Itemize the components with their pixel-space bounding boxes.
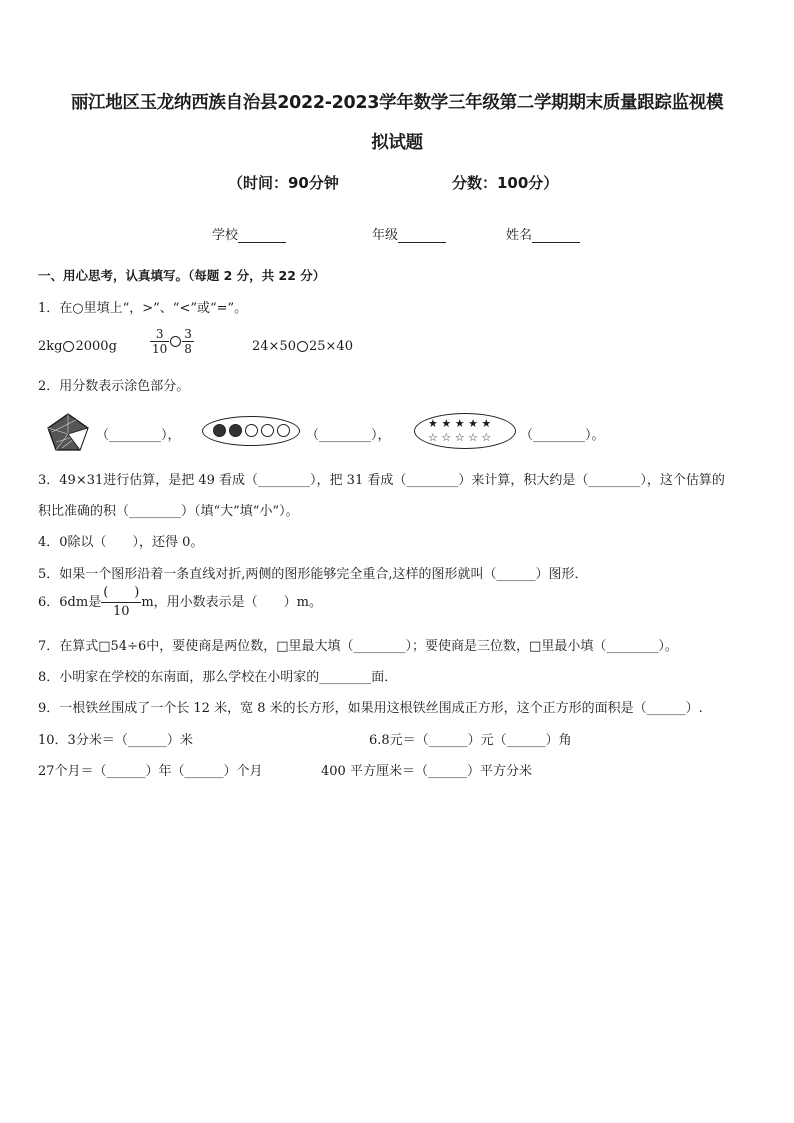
q2-blank-1[interactable]: （________）， <box>96 428 181 443</box>
question-3-line1: 3．49×31进行估算，是把 49 看成（________），把 31 看成（________）来计算，积大约是（________），这个估算的 <box>38 473 725 488</box>
grade-field <box>372 224 446 243</box>
empty-ball-icon <box>261 424 274 437</box>
q1-compare-c <box>252 339 353 354</box>
grade-label: 年级 <box>372 228 399 243</box>
filled-ball-icon <box>213 424 226 437</box>
fraction-numerator[interactable]: ( ) <box>101 584 141 603</box>
fraction-numerator: 3 <box>184 327 192 341</box>
q6-prefix: 6．6dm是 <box>38 595 102 610</box>
question-6 <box>38 584 322 621</box>
exam-title-line1: 丽江地区玉龙纳西族自治县2022-2023学年数学三年级第二学期期末质量跟踪监视模 <box>70 93 724 113</box>
q2-blank-3[interactable]: （________）。 <box>520 428 605 443</box>
fraction-denominator: 10 <box>152 342 168 356</box>
exam-title-line2: 拟试题 <box>371 133 423 153</box>
fraction-3-10 <box>150 327 169 356</box>
exam-score: 分数：100分） <box>452 174 559 192</box>
shaded-pentagon-icon <box>46 412 90 452</box>
question-9: 9．一根铁丝围成了一个长 12 米，宽 8 米的长方形，如果用这根铁丝围成正方形，这个正方形的面积是（______）. <box>38 701 703 716</box>
question-10a: 10．3分米＝（______）米 <box>38 733 193 748</box>
grade-blank[interactable] <box>398 228 446 243</box>
question-5: 5．如果一个图形沿着一条直线对折,两侧的图形能够完全重合,这样的图形就叫（______）图形． <box>38 567 588 582</box>
star-outline-icon: ☆ ☆ ☆ ☆ ☆ <box>428 431 492 444</box>
exam-time: （时间：90分钟 <box>228 174 339 192</box>
fraction-denominator: 10 <box>113 604 130 619</box>
name-label: 姓名 <box>506 228 533 243</box>
school-blank[interactable] <box>238 228 286 243</box>
q1-c-right: 25×40 <box>308 339 353 354</box>
compare-circle-icon[interactable] <box>297 341 308 352</box>
empty-ball-icon <box>245 424 258 437</box>
question-2: 2．用分数表示涂色部分。 <box>38 379 190 394</box>
empty-ball-icon <box>277 424 290 437</box>
q1-compare-a <box>38 339 117 354</box>
question-10d: 400 平方厘米＝（______）平方分米 <box>321 764 532 779</box>
q6-fraction <box>101 584 141 621</box>
question-1: 1．在○里填上“，>”、“<”或“=”。 <box>38 301 248 316</box>
q1-a-right: 2000g <box>75 339 117 354</box>
question-3-line2: 积比准确的积（________）（填“大”填“小”）。 <box>38 504 299 519</box>
q6-suffix: m，用小数表示是（ ）m。 <box>141 595 323 610</box>
name-blank[interactable] <box>532 228 580 243</box>
q1-a-left: 2kg <box>38 339 63 354</box>
question-10b: 6.8元＝（______）元（______）角 <box>369 733 572 748</box>
school-label: 学校 <box>212 228 239 243</box>
q1-compare-b <box>150 327 194 356</box>
question-7: 7．在算式□54÷6中，要使商是两位数，□里最大填（________）；要使商是三位数，□里最小填（________）。 <box>38 639 678 654</box>
fraction-denominator: 8 <box>184 342 192 356</box>
question-10c: 27个月＝（______）年（______）个月 <box>38 764 263 779</box>
school-field <box>212 224 286 243</box>
fraction-3-8 <box>182 327 194 356</box>
section-heading: 一、用心思考，认真填写。（每题 2 分，共 22 分） <box>38 268 326 283</box>
filled-ball-icon <box>229 424 242 437</box>
fraction-numerator: 3 <box>150 327 169 342</box>
question-8: 8．小明家在学校的东南面，那么学校在小明家的________面． <box>38 670 398 685</box>
q1-c-left: 24×50 <box>252 339 296 354</box>
name-field <box>506 224 580 243</box>
compare-circle-icon[interactable] <box>63 341 74 352</box>
compare-circle-icon[interactable] <box>170 336 181 347</box>
question-4: 4．0除以（ ），还得 0。 <box>38 535 204 550</box>
star-filled-icon: ★ ★ ★ ★ ★ <box>428 417 492 430</box>
q2-blank-2[interactable]: （________）， <box>306 428 391 443</box>
